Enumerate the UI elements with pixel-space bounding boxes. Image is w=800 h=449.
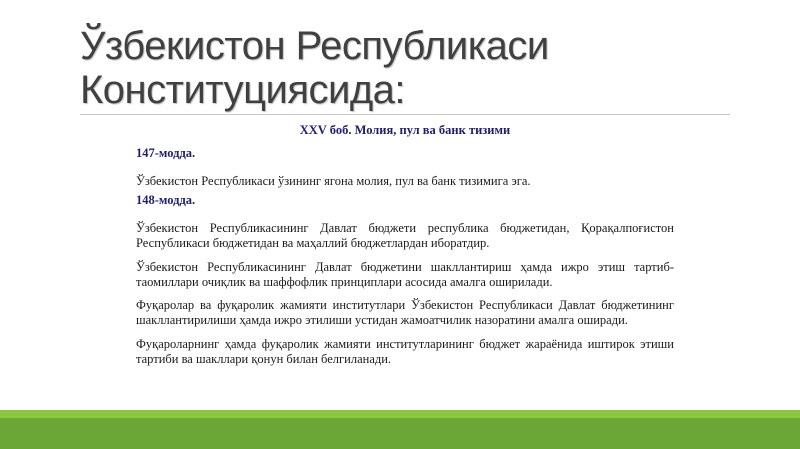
slide-title: Ўзбекистон Республикаси Конституциясида: xyxy=(80,24,549,112)
article-147-paragraph-1: Ўзбекистон Республикаси ўзининг ягона молия, пул ва банк тизимига эга. xyxy=(136,174,531,188)
footer-band-light xyxy=(0,410,800,418)
article-148-paragraph-1: Ўзбекистон Республикасининг Давлат бюджети республика бюджетидан, Қорақалпоғистон Республикаси бюджетидан ва маҳаллий бюджетлардан иборатдир. xyxy=(136,221,674,250)
chapter-heading: XXV боб. Молия, пул ва банк тизими xyxy=(299,123,511,137)
footer-band-dark xyxy=(0,418,800,449)
article-148-paragraph-3: Фуқаролар ва фуқаролик жамияти институтлари Ўзбекистон Республикаси Давлат бюджетининг шакллантирилиши ҳамда ижро этилиши устидан жамоатчилик назоратини амалга оширади. xyxy=(136,298,674,327)
article-148-heading: 148-модда. xyxy=(136,193,196,207)
title-divider xyxy=(80,114,730,115)
article-147-heading: 147-модда. xyxy=(136,146,196,160)
article-148-paragraph-2: Ўзбекистон Республикасининг Давлат бюджетини шакллантириш ҳамда ижро этиш тартиб-таомиллари очиқлик ва шаффофлик принциплари асосида амалга оширилади. xyxy=(136,260,674,289)
article-148-paragraph-4: Фуқароларнинг ҳамда фуқаролик жамияти институтларининг бюджет жараёнида иштирок этиши тартиби ва шакллари қонун билан белгиланади. xyxy=(136,337,674,366)
